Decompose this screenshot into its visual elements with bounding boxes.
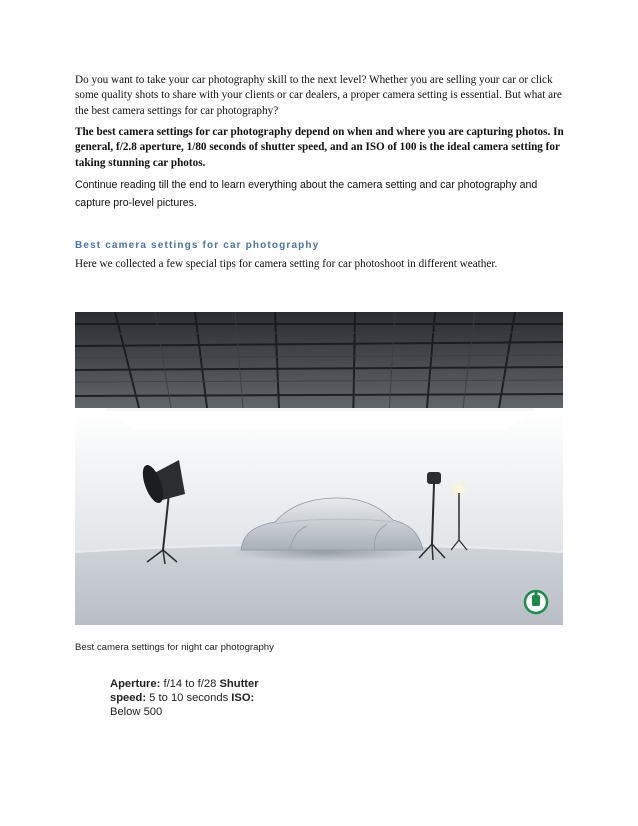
shutter-label: Shutter speed: [110, 678, 259, 704]
answer-paragraph: The best camera settings for car photography depend on when and where you are capturing photos. In general, f/2.8 aperture, 1/80 seconds of shutter speed, and an ISO of 100 is the ideal camera setting for taking stunning car photos. [75, 126, 564, 169]
leaf-badge-icon [525, 591, 547, 613]
section-heading: Best camera settings for car photography [75, 240, 320, 251]
intro-paragraph: Do you want to take your car photography skill to the next level? Whether you are selling your car or click some quality shots to share with your clients or car dealers, a proper camera setting is essential. But what are the best camera settings for car photography? [75, 74, 562, 117]
aperture-label: Aperture: [110, 678, 161, 690]
iso-value: Below 500 [110, 706, 163, 718]
image-caption: Best camera settings for night car photography [75, 642, 274, 653]
continue-paragraph: Continue reading till the end to learn everything about the camera setting and car photography and capture pro-level pictures. [75, 179, 538, 209]
aperture-value: f/14 to f/28 [160, 678, 220, 690]
section-intro: Here we collected a few special tips for camera setting for car photoshoot in different weather. [75, 258, 498, 270]
studio-car-photo [75, 312, 563, 625]
iso-label: ISO: [231, 692, 255, 704]
night-settings-specs [110, 677, 280, 719]
shutter-value: 5 to 10 seconds [146, 692, 232, 704]
